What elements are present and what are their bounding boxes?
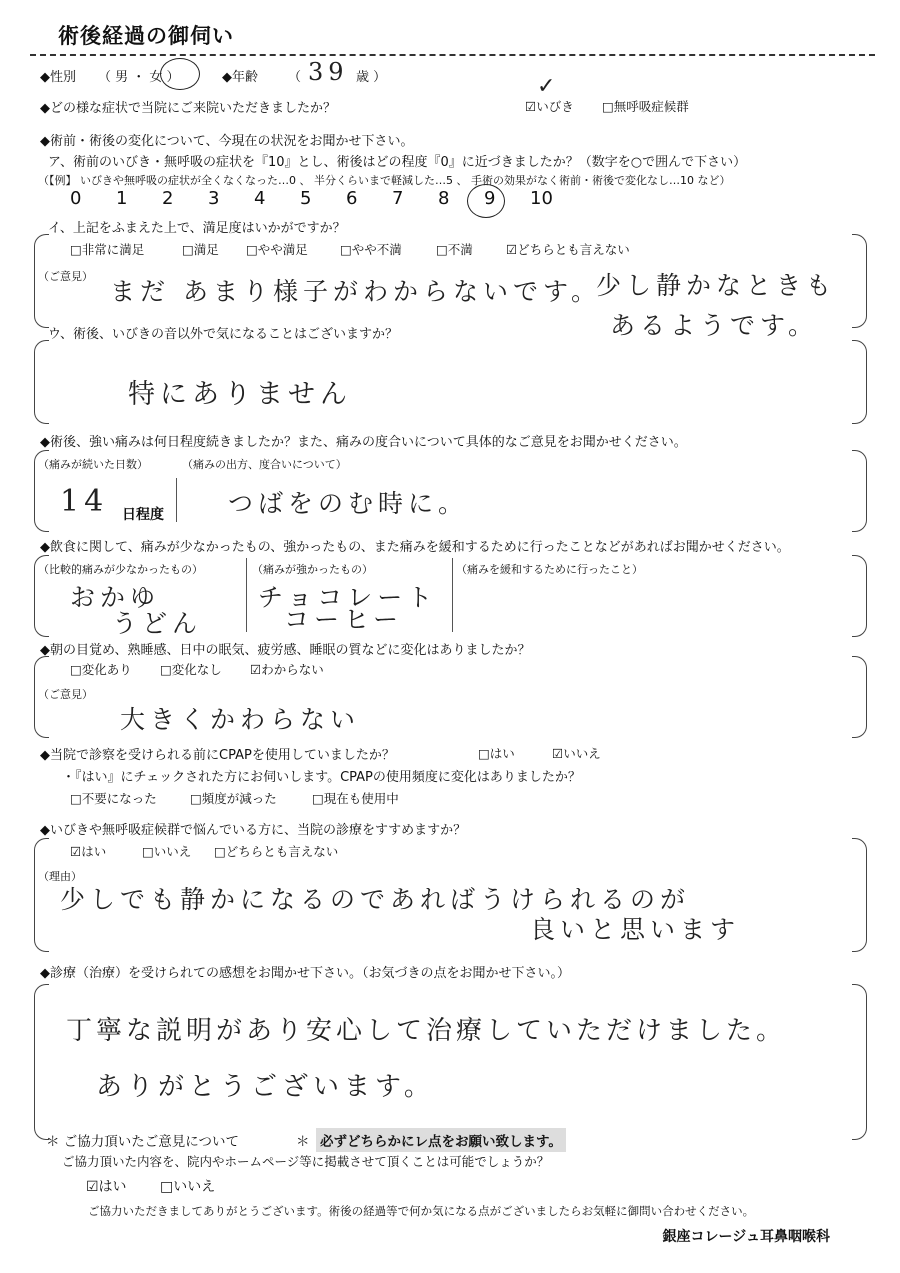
column-divider bbox=[176, 478, 177, 522]
recommend-reason: 少しでも静かになるのであればうけられるのが bbox=[60, 885, 691, 914]
footer-thanks: ご協力いただきましてありがとうございます。術後の経過等で何か気になる点がございましたらお気軽に御問い合わせください。 bbox=[88, 1204, 755, 1218]
satisfaction-comment: まだ あまり様子がわからないです。 bbox=[110, 277, 601, 306]
option-apnea[interactable]: □無呼吸症候群 bbox=[602, 99, 689, 114]
scale-10[interactable]: 10 bbox=[530, 188, 553, 209]
column-divider bbox=[246, 558, 247, 632]
recommend-reason-2: 良いと思います bbox=[530, 915, 741, 944]
age-open: （ bbox=[288, 70, 302, 85]
bracket-right bbox=[852, 555, 867, 637]
change-example: （【例】 いびきや無呼吸の症状が全くなくなった…0 、 半分くらいまで軽減した…5 、 手術の効果がなく術前・術後で変化なし…10 など） bbox=[38, 174, 731, 187]
impression-question: ◆診療（治療）を受けられての感想をお聞かせ下さい。（お気づきの点をお聞かせ下さい。） bbox=[40, 966, 570, 981]
page-title: 術後経過の御伺い bbox=[58, 24, 234, 48]
cpap-no[interactable]: ☑いいえ bbox=[552, 746, 601, 761]
bracket-right bbox=[852, 450, 867, 532]
scale-6[interactable]: 6 bbox=[346, 188, 358, 209]
recommend-question: ◆いびきや無呼吸症候群で悩んでいる方に、当院の診療をすすめますか？ bbox=[40, 823, 467, 838]
consent-no[interactable]: □いいえ bbox=[160, 1179, 216, 1195]
recommend-neither[interactable]: □どちらとも言えない bbox=[214, 844, 339, 859]
pain-days-unit: 日程度 bbox=[122, 507, 164, 523]
consent-title-star: ＊ bbox=[296, 1134, 310, 1150]
change-question-a: ア、術前のいびき・無呼吸の症状を『10』とし、術後はどの程度『0』に近づきましたか？（数字を○で囲んで下さい） bbox=[48, 155, 747, 170]
food-strong-1: チョコレート bbox=[258, 583, 438, 612]
sleep-question: ◆朝の目覚め、熟睡感、日中の眠気、疲労感、睡眠の質などに変化はありましたか？ bbox=[40, 643, 531, 658]
scale-8[interactable]: 8 bbox=[438, 188, 450, 209]
scale-5[interactable]: 5 bbox=[300, 188, 312, 209]
sat-opt-somewhat[interactable]: □やや満足 bbox=[246, 242, 308, 257]
cpap-yes[interactable]: □はい bbox=[478, 746, 515, 761]
reason-label: （理由） bbox=[38, 870, 82, 883]
cpap-sub-less[interactable]: □頻度が減った bbox=[190, 791, 277, 806]
bracket-left bbox=[34, 340, 49, 424]
sleep-opt-unknown[interactable]: ☑わからない bbox=[250, 662, 324, 677]
scale-2[interactable]: 2 bbox=[162, 188, 174, 209]
option-ibiki[interactable]: ☑いびき bbox=[525, 99, 574, 114]
sat-opt-satisfied[interactable]: □満足 bbox=[182, 242, 219, 257]
consent-title: ＊ ご協力頂いたご意見について bbox=[46, 1134, 240, 1150]
food-col3-label: （痛みを緩和するために行ったこと） bbox=[456, 563, 643, 576]
scale-3[interactable]: 3 bbox=[208, 188, 220, 209]
clinic-name: 銀座コレージュ耳鼻咽喉科 bbox=[662, 1229, 830, 1245]
title-divider bbox=[30, 54, 875, 56]
other-question: ウ、術後、いびきの音以外で気になることはございますか？ bbox=[48, 327, 398, 342]
gender-circle bbox=[160, 58, 200, 90]
pain-question: ◆術後、強い痛みは何日程度続きましたか？また、痛みの度合いについて具体的なご意見をお聞かせください。 bbox=[40, 435, 687, 450]
pain-days-label: （痛みが続いた日数） bbox=[38, 458, 148, 471]
recommend-no[interactable]: □いいえ bbox=[142, 844, 192, 859]
sat-opt-somewhat-un[interactable]: □やや不満 bbox=[340, 242, 402, 257]
impression-comment: 丁寧な説明があり安心して治療していただけました。 bbox=[66, 1016, 787, 1046]
cpap-sub-unneeded[interactable]: □不要になった bbox=[70, 791, 157, 806]
age-unit: 歳 ） bbox=[356, 70, 387, 85]
consent-question: ご協力頂いた内容を、院内やホームページ等に掲載させて頂くことは可能でしょうか？ bbox=[62, 1154, 550, 1169]
scale-1[interactable]: 1 bbox=[116, 188, 128, 209]
pain-degree-comment: つばをのむ時に。 bbox=[228, 489, 469, 518]
opinion-label: （ご意見） bbox=[38, 270, 93, 283]
checkmark-icon: ✓ bbox=[537, 74, 556, 99]
column-divider bbox=[452, 558, 453, 632]
scale-9[interactable]: 9 bbox=[484, 188, 496, 209]
consent-yes[interactable]: ☑はい bbox=[86, 1179, 127, 1195]
bracket-right bbox=[852, 656, 867, 738]
gender-label: ◆性別 bbox=[40, 70, 76, 85]
sat-opt-very[interactable]: □非常に満足 bbox=[70, 242, 145, 257]
sleep-opt-changed[interactable]: □変化あり bbox=[70, 662, 132, 677]
satisfaction-comment-3: あるようです。 bbox=[610, 311, 819, 340]
selected-circle bbox=[467, 184, 505, 218]
sat-opt-neither[interactable]: ☑どちらとも言えない bbox=[506, 242, 630, 257]
impression-comment-2: ありがとうございます。 bbox=[96, 1072, 435, 1102]
bracket-left bbox=[34, 984, 49, 1140]
symptoms-question: ◆どの様な症状で当院にご来院いただきましたか？ bbox=[40, 101, 336, 116]
other-comment: 特にありません bbox=[128, 379, 352, 410]
satisfaction-question: イ、上記をふまえた上で、満足度はいかがですか？ bbox=[48, 221, 346, 236]
gender-options: （ 男 ・ 女 ） bbox=[98, 70, 180, 85]
bracket-left bbox=[34, 838, 49, 952]
pain-degree-label: （痛みの出方、度合いについて） bbox=[182, 458, 347, 471]
consent-instruction: 必ずどちらかにレ点をお願い致します。 bbox=[316, 1128, 566, 1152]
age-value: 39 bbox=[308, 58, 349, 86]
bracket-right bbox=[852, 838, 867, 952]
sat-opt-unsatisfied[interactable]: □不満 bbox=[436, 242, 473, 257]
food-question: ◆飲食に関して、痛みが少なかったもの、強かったもの、また痛みを緩和するために行ったことなどがあればお聞かせください。 bbox=[40, 540, 790, 555]
satisfaction-comment-2: 少し静かなときも bbox=[596, 271, 837, 300]
bracket-right bbox=[852, 234, 867, 328]
bracket-right bbox=[852, 984, 867, 1140]
cpap-subquestion: ・『はい』にチェックされた方にお伺いします。CPAPの使用頻度に変化はありましたか？ bbox=[62, 770, 581, 785]
age-label: ◆年齢 bbox=[222, 70, 258, 85]
pain-days-value: 14 bbox=[60, 484, 109, 519]
scale-7[interactable]: 7 bbox=[392, 188, 404, 209]
food-less-2: うどん bbox=[112, 609, 203, 638]
food-col1-label: （比較的痛みが少なかったもの） bbox=[38, 563, 203, 576]
cpap-sub-still[interactable]: □現在も使用中 bbox=[312, 791, 399, 806]
scale-0[interactable]: 0 bbox=[70, 188, 82, 209]
food-col2-label: （痛みが強かったもの） bbox=[252, 563, 373, 576]
scale-4[interactable]: 4 bbox=[254, 188, 266, 209]
sleep-comment: 大きくかわらない bbox=[120, 705, 361, 734]
bracket-right bbox=[852, 340, 867, 424]
recommend-yes[interactable]: ☑はい bbox=[70, 844, 107, 859]
sleep-opt-unchanged[interactable]: □変化なし bbox=[160, 662, 222, 677]
opinion-label: （ご意見） bbox=[38, 688, 93, 701]
change-intro: ◆術前・術後の変化について、今現在の状況をお聞かせ下さい。 bbox=[40, 134, 414, 149]
food-less-1: おかゆ bbox=[70, 583, 161, 612]
food-strong-2: コーヒー bbox=[284, 605, 404, 634]
cpap-question: ◆当院で診察を受けられる前にCPAPを使用していましたか？ bbox=[40, 748, 395, 763]
